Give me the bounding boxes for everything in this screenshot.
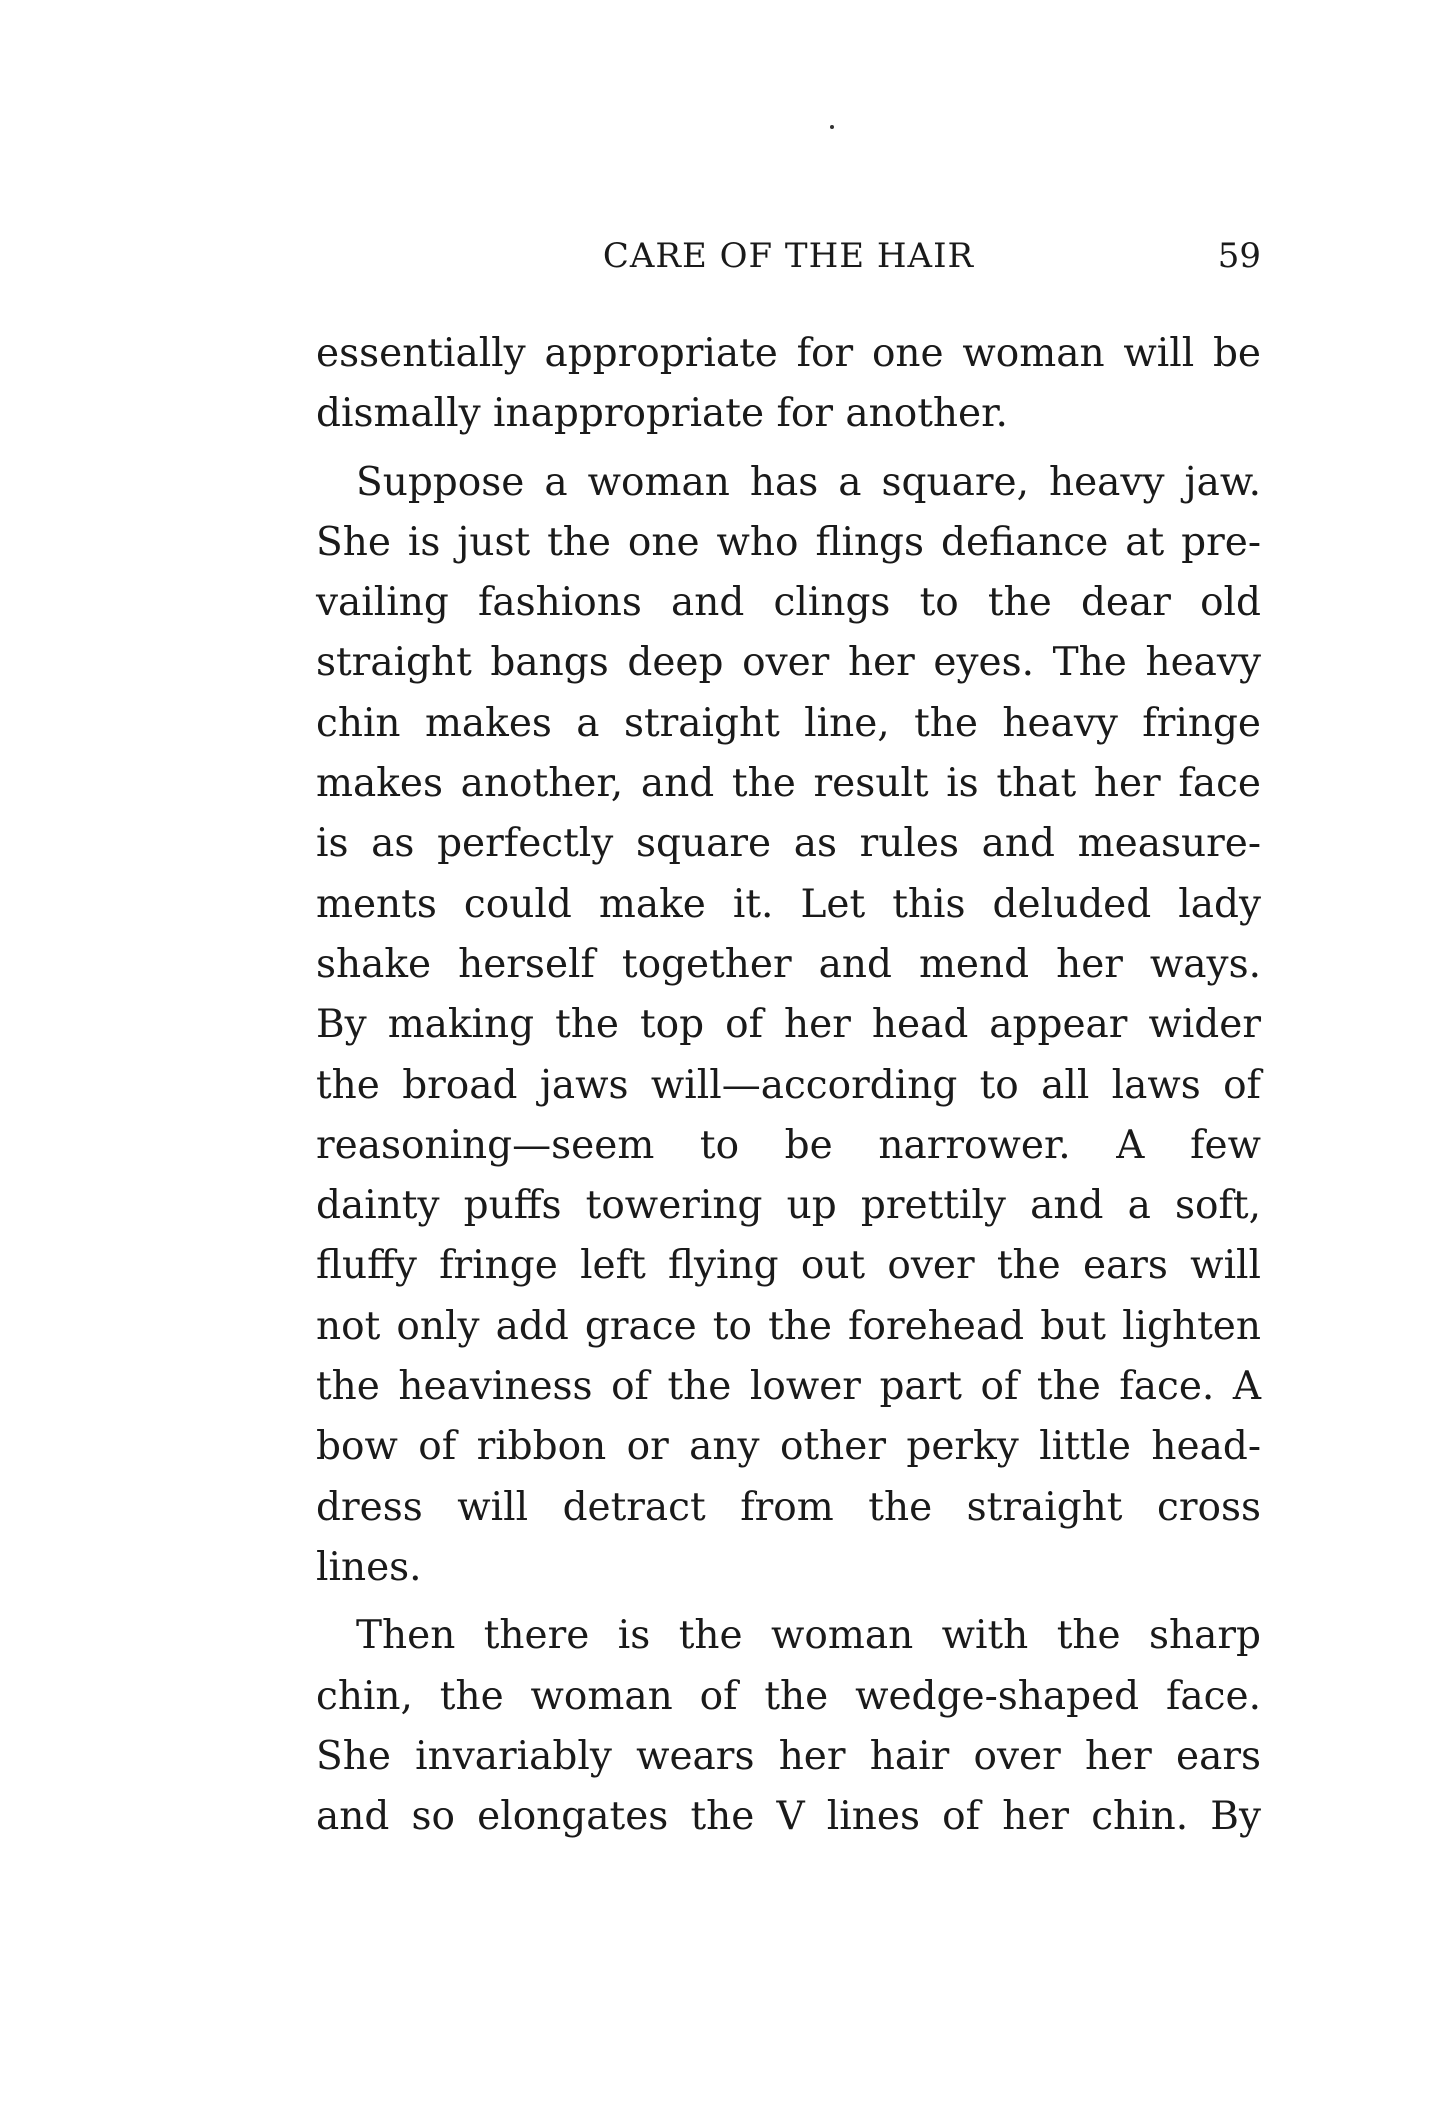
paragraph-3-body	[316, 1667, 1261, 1727]
text-line: By making the top of her head appear wider	[316, 1002, 1261, 1048]
paragraph-2-body	[316, 1056, 1261, 1116]
text-line: vailing fashions and clings to the dear old	[316, 580, 1261, 626]
paragraph-2-body	[316, 935, 1261, 995]
text-line: lines.	[316, 1544, 422, 1590]
paragraph-2-body	[316, 995, 1261, 1055]
running-head-title: CARE OF THE HAIR	[602, 236, 975, 276]
text-line: straight bangs deep over her eyes. The heavy	[316, 640, 1261, 686]
paragraph-3-body	[316, 1787, 1261, 1847]
paragraph-2-body	[316, 1478, 1261, 1538]
running-head	[316, 236, 1261, 284]
paragraph-3-body	[316, 1727, 1261, 1787]
paragraph-2-body	[316, 1297, 1261, 1357]
paper-speck	[830, 125, 834, 129]
text-line: She is just the one who flings defiance at pre-	[316, 519, 1261, 565]
text-line: chin, the woman of the wedge-shaped face.	[316, 1673, 1261, 1719]
paragraph-2-body	[316, 694, 1261, 754]
text-line: makes another, and the result is that her face	[316, 761, 1261, 807]
text-line: and so elongates the V lines of her chin. By	[316, 1794, 1261, 1840]
text-line: the broad jaws will—according to all laws of	[316, 1062, 1261, 1108]
text-line: is as perfectly square as rules and measure-	[316, 821, 1261, 867]
text-line: not only add grace to the forehead but lighten	[316, 1303, 1261, 1349]
paragraph-2-body	[316, 1236, 1261, 1296]
text-line: Then there is the woman with the sharp	[356, 1613, 1261, 1659]
paragraph-2-body	[316, 513, 1261, 573]
paragraph-1	[316, 324, 1261, 384]
paragraph-2-body	[316, 754, 1261, 814]
text-line: dress will detract from the straight cross	[316, 1484, 1261, 1530]
paragraph-2-body	[316, 1176, 1261, 1236]
text-line: dainty puffs towering up prettily and a soft,	[316, 1183, 1261, 1229]
paragraph-2-body	[316, 875, 1261, 935]
text-line: dismally inappropriate for another.	[316, 391, 1008, 437]
paragraph-2	[316, 453, 1261, 513]
paragraph-2-body	[316, 1417, 1261, 1477]
paragraph-2-body	[316, 1357, 1261, 1417]
text-line: essentially appropriate for one woman will be	[316, 331, 1261, 376]
text-line: Suppose a woman has a square, heavy jaw.	[356, 459, 1261, 505]
page-number: 59	[1217, 236, 1261, 276]
text-line: the heaviness of the lower part of the face. A	[316, 1364, 1261, 1410]
body-text	[316, 324, 1261, 1847]
text-line: reasoning—seem to be narrower. A few	[316, 1122, 1261, 1168]
paragraph-2-body	[316, 633, 1261, 693]
paragraph-2-body	[316, 573, 1261, 633]
text-line: fluffy fringe left flying out over the ears will	[316, 1243, 1261, 1289]
text-line: ments could make it. Let this deluded lady	[316, 881, 1261, 927]
paragraph-2-body	[316, 1116, 1261, 1176]
paragraph-2-end	[316, 1538, 1261, 1598]
text-line: chin makes a straight line, the heavy fringe	[316, 700, 1261, 746]
text-line: She invariably wears her hair over her ears	[316, 1733, 1261, 1779]
paragraph-1-end	[316, 384, 1261, 444]
text-line: shake herself together and mend her ways.	[316, 941, 1261, 987]
paragraph-3	[316, 1606, 1261, 1666]
text-line: bow of ribbon or any other perky little head-	[316, 1424, 1261, 1470]
paragraph-2-body	[316, 814, 1261, 874]
